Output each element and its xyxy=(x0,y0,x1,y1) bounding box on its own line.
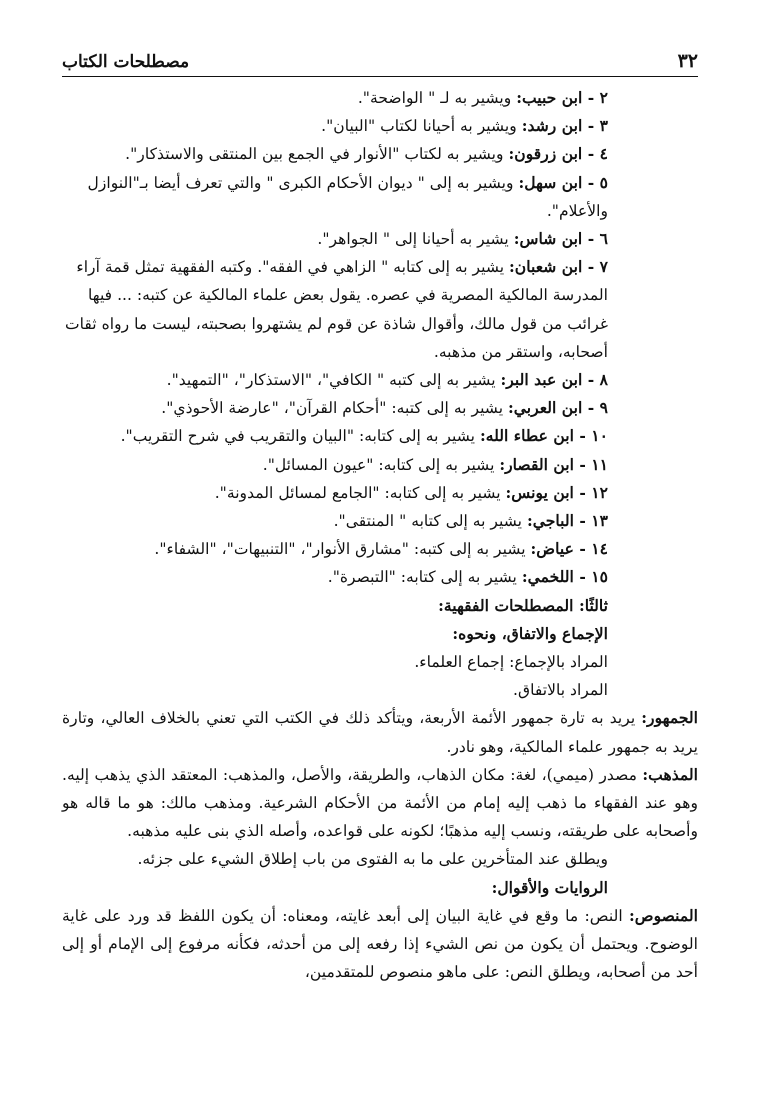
text-paragraph xyxy=(62,761,698,846)
text-paragraph xyxy=(62,253,698,366)
text-paragraph xyxy=(62,225,698,253)
text-paragraph xyxy=(62,563,698,591)
term-text: النص: ما وقع في غاية البيان إلى أبعد غايته، ومعناه: أن يكون اللفظ قد ورد على غاية الوضوح. ويحتمل أن يكون من نص الشيء إذا رفعه إلى من أحدثه، فكأنه مرفوع إلى الإمام أو إلى أحد من أصحابه، ويطلق النص: على ماهو منصوص للمتقدمين، xyxy=(62,906,698,982)
term-label: ٧ - ابن شعبان: xyxy=(509,257,608,277)
term-label: ٩ - ابن العربي: xyxy=(508,398,608,418)
term-label: ٤ - ابن زرقون: xyxy=(508,144,608,164)
text-paragraph xyxy=(62,704,698,760)
term-label: ١٣ - الباجي: xyxy=(526,511,608,531)
term-text: ويشير به لكتاب "الأنوار في الجمع بين المنتقى والاستذكار". xyxy=(125,145,509,164)
text-paragraph xyxy=(62,169,698,225)
term-text: المراد بالإجماع: إجماع العلماء. xyxy=(414,653,608,672)
term-text: يشير به إلى كتابه " الزاهي في الفقه". وكتبه الفقهية تمثل قمة آراء المدرسة المالكية المصرية في عصره. يقول بعض علماء المالكية عن كتبه: ... فيها غرائب من قول مالك، وأقوال شاذة عن قوم لم يشتهروا بصحبته، ليست ما رواه ثقات أصحابه، واستقر من مذهبه. xyxy=(64,258,608,361)
running-title: مصطلحات الكتاب xyxy=(62,52,190,72)
term-text: يشير به إلى كتبه " الكافي"، "الاستذكار"، "التمهيد". xyxy=(166,371,501,390)
text-paragraph xyxy=(62,845,698,873)
text-paragraph xyxy=(62,366,698,394)
term-label: الروايات والأقوال: xyxy=(491,877,608,897)
text-paragraph xyxy=(62,112,698,140)
text-paragraph xyxy=(62,535,698,563)
term-label: ١١ - ابن القصار: xyxy=(499,454,608,474)
term-label: ٣ - ابن رشد: xyxy=(521,116,608,136)
term-label: ٨ - ابن عبد البر: xyxy=(500,370,608,390)
term-text: يشير به إلى كتبه: "أحكام القرآن"، "عارضة الأحوذي". xyxy=(161,399,508,418)
text-paragraph xyxy=(62,479,698,507)
text-paragraph xyxy=(62,394,698,422)
term-label: ٥ - ابن سهل: xyxy=(518,172,608,192)
term-text: ويطلق عند المتأخرين على ما به الفتوى من باب إطلاق الشيء على جزئه. xyxy=(137,850,608,869)
term-label: ٢ - ابن حبيب: xyxy=(516,88,608,107)
term-text: يشير به إلى كتبه: "مشارق الأنوار"، "التنبيهات"، "الشفاء". xyxy=(154,540,531,559)
page-number: ٣٢ xyxy=(677,50,698,72)
text-paragraph xyxy=(62,84,698,112)
text-paragraph xyxy=(62,676,698,704)
section-heading xyxy=(62,874,698,902)
term-label: الإجماع والاتفاق، ونحوه: xyxy=(452,623,608,643)
text-paragraph xyxy=(62,648,698,676)
text-paragraph xyxy=(62,902,698,987)
term-text: يريد به تارة جمهور الأئمة الأربعة، ويتأكد ذلك في الكتب التي تعني بالخلاف العالي، وتارة يريد به جمهور علماء المالكية، وهو نادر. xyxy=(62,709,698,756)
term-text: مصدر (ميمي)، لغة: مكان الذهاب، والطريقة، والأصل، والمذهب: المعتقد الذي يذهب إليه. وهو عند الفقهاء ما ذهب إليه إمام من الأئمة من الأحكام الشرعية. ومذهب مالك: هو ما قاله هو وأصحابه على طريقته، ونسب إليه مذهبًا؛ لكونه على قواعده، وأصله الذي بنى عليه مذهبه. xyxy=(62,765,698,841)
term-label: ١٠ - ابن عطاء الله: xyxy=(479,426,608,446)
term-label: المنصوص: xyxy=(629,905,698,925)
term-text: يشير به إلى كتابه " المنتقى". xyxy=(333,512,527,531)
text-paragraph xyxy=(62,140,698,168)
term-text: يشير به أحيانا إلى " الجواهر". xyxy=(317,230,514,249)
section-heading xyxy=(62,592,698,620)
term-label: الجمهور: xyxy=(641,708,698,728)
term-text: ويشير به لـ " الواضحة". xyxy=(357,89,517,107)
term-text: يشير به إلى كتابه: "الجامع لمسائل المدونة". xyxy=(214,483,506,502)
term-text: يشير به إلى كتابه: "التبصرة". xyxy=(327,568,522,587)
term-label: ١٢ - ابن يونس: xyxy=(505,482,608,502)
term-label: ٦ - ابن شاس: xyxy=(513,229,608,249)
text-paragraph xyxy=(62,507,698,535)
term-text: يشير به إلى كتابه: "عيون المسائل". xyxy=(262,455,500,474)
term-text: ويشير به أحيانا لكتاب "البيان". xyxy=(321,117,522,136)
text-paragraph xyxy=(62,451,698,479)
term-text: المراد بالاتفاق. xyxy=(513,681,608,700)
text-body xyxy=(62,84,698,987)
term-text: ويشير به إلى " ديوان الأحكام الكبرى " والتي تعرف أيضا بـ"النوازل والأعلام". xyxy=(87,173,608,220)
running-header xyxy=(62,42,698,77)
text-paragraph xyxy=(62,422,698,450)
term-label: ١٤ - عياض: xyxy=(530,539,608,559)
term-label: ثالثًا: المصطلحات الفقهية: xyxy=(438,595,608,615)
section-heading xyxy=(62,620,698,648)
term-label: ١٥ - اللخمي: xyxy=(521,567,608,587)
term-label: المذهب: xyxy=(642,764,698,784)
term-text: يشير به إلى كتابه: "البيان والتقريب في شرح التقريب". xyxy=(120,427,480,446)
